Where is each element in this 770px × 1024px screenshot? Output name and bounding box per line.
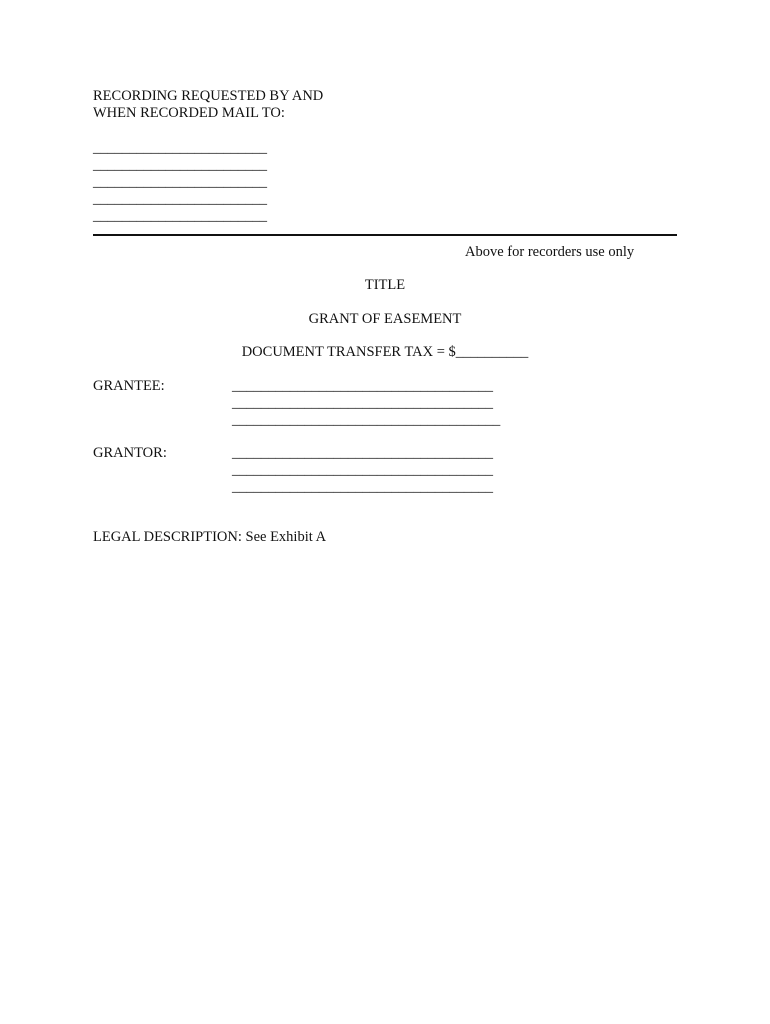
grantor-label: GRANTOR: (93, 445, 167, 461)
grantee-blank-line-1: ____________________________________ (232, 378, 493, 394)
legal-description: LEGAL DESCRIPTION: See Exhibit A (93, 529, 327, 545)
recorder-use-note: Above for recorders use only (465, 244, 635, 260)
grantor-blank-line-1: ____________________________________ (232, 445, 493, 461)
grantee-blank-line-3: _____________________________________ (232, 412, 501, 428)
transfer-tax-line: DOCUMENT TRANSFER TAX = $__________ (241, 344, 529, 360)
mail-to-blank-line-4: ________________________ (93, 191, 267, 207)
recording-requested-label: RECORDING REQUESTED BY AND (93, 88, 324, 104)
recorder-divider (93, 234, 677, 236)
grantor-blank-line-2: ____________________________________ (232, 462, 493, 478)
document-title: GRANT OF EASEMENT (308, 311, 462, 327)
title-label: TITLE (364, 277, 406, 293)
mail-to-blank-line-3: ________________________ (93, 174, 267, 190)
mail-to-blank-line-2: ________________________ (93, 157, 267, 173)
grantee-blank-line-2: ____________________________________ (232, 395, 493, 411)
grantee-label: GRANTEE: (93, 378, 165, 394)
mail-to-blank-line-1: ________________________ (93, 140, 267, 156)
grantor-blank-line-3: ____________________________________ (232, 479, 493, 495)
mail-to-blank-line-5: ________________________ (93, 208, 267, 224)
when-recorded-mail-label: WHEN RECORDED MAIL TO: (93, 105, 285, 121)
